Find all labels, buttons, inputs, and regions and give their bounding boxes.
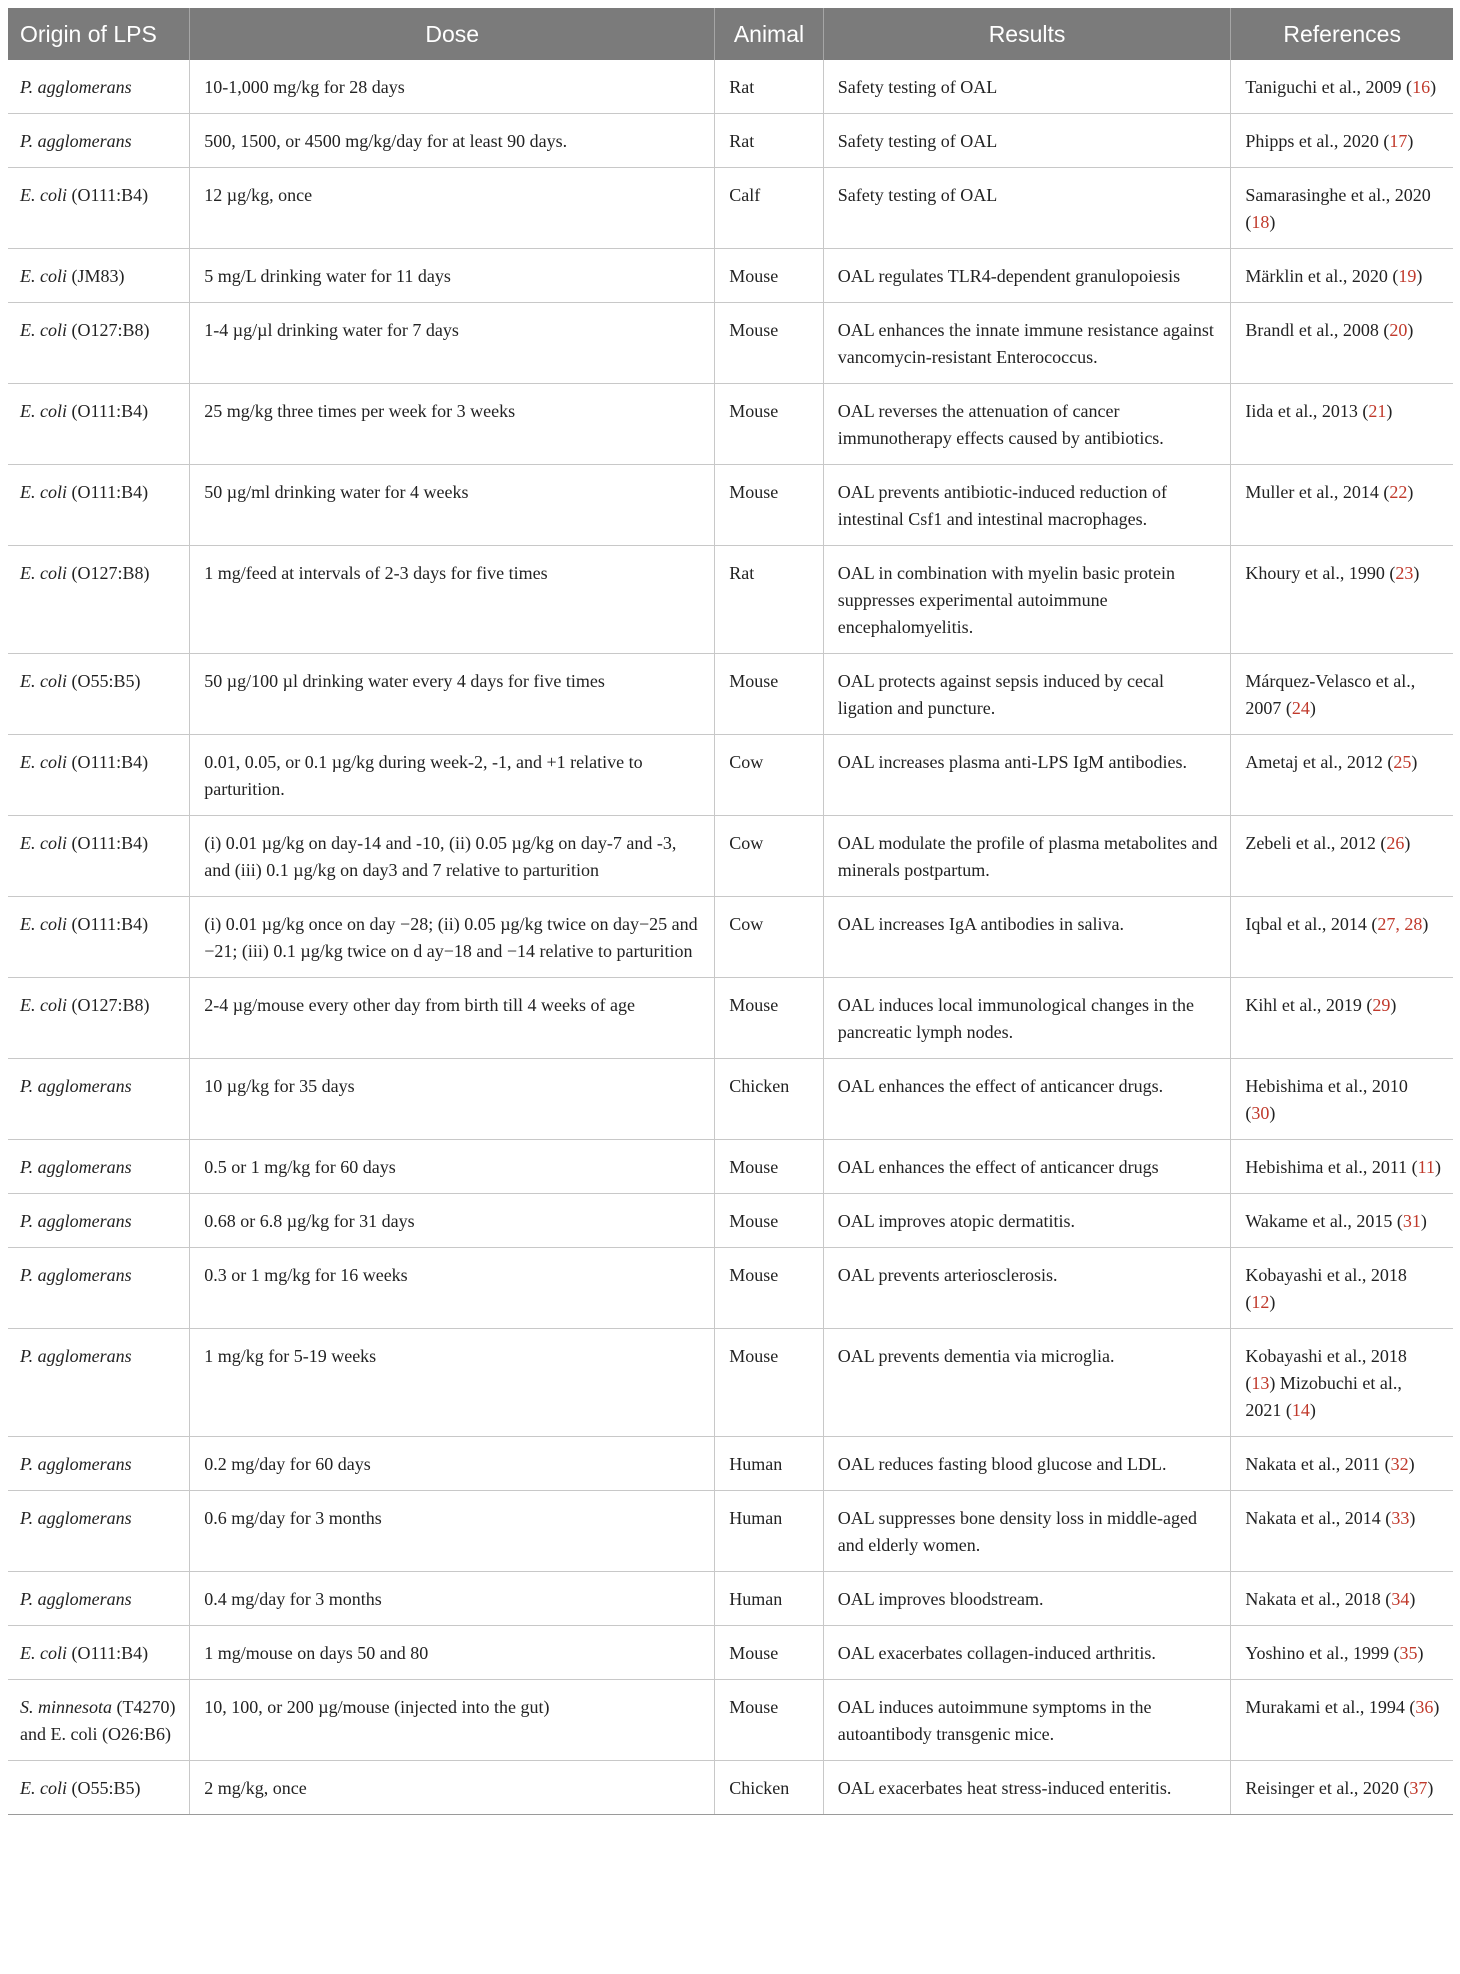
reference-link[interactable]: 14 xyxy=(1291,1400,1310,1420)
cell-origin xyxy=(8,1329,190,1437)
cell-dose: 25 mg/kg three times per week for 3 weeks xyxy=(190,384,715,465)
cell-result: OAL suppresses bone density loss in middle-aged and elderly women. xyxy=(823,1491,1231,1572)
table-row xyxy=(8,60,1453,114)
reference-text: ) xyxy=(1407,320,1414,340)
table-row xyxy=(8,1572,1453,1626)
cell-result: OAL prevents antibiotic-induced reduction of intestinal Csf1 and intestinal macrophages. xyxy=(823,465,1231,546)
reference-link[interactable]: 36 xyxy=(1415,1697,1434,1717)
reference-text: ) xyxy=(1269,1292,1276,1312)
origin-strain: (O127:B8) xyxy=(67,995,150,1015)
origin-species: P. agglomerans xyxy=(20,1589,132,1609)
cell-dose: 10-1,000 mg/kg for 28 days xyxy=(190,60,715,114)
table-row xyxy=(8,897,1453,978)
cell-result: OAL regulates TLR4-dependent granulopoiesis xyxy=(823,249,1231,303)
reference-link[interactable]: 32 xyxy=(1390,1454,1409,1474)
cell-origin xyxy=(8,1248,190,1329)
cell-origin xyxy=(8,978,190,1059)
origin-species: E. coli xyxy=(20,995,67,1015)
cell-dose: 0.4 mg/day for 3 months xyxy=(190,1572,715,1626)
reference-link[interactable]: 25 xyxy=(1393,752,1412,772)
table-row xyxy=(8,1329,1453,1437)
cell-reference xyxy=(1231,735,1453,816)
cell-reference xyxy=(1231,303,1453,384)
cell-result: OAL increases plasma anti-LPS IgM antibodies. xyxy=(823,735,1231,816)
cell-dose: 0.2 mg/day for 60 days xyxy=(190,1437,715,1491)
cell-result: OAL modulate the profile of plasma metabolites and minerals postpartum. xyxy=(823,816,1231,897)
cell-animal: Mouse xyxy=(715,465,824,546)
cell-dose: 2-4 µg/mouse every other day from birth till 4 weeks of age xyxy=(190,978,715,1059)
reference-text: ) xyxy=(1422,914,1429,934)
cell-origin xyxy=(8,1761,190,1815)
cell-dose: 1 mg/mouse on days 50 and 80 xyxy=(190,1626,715,1680)
cell-result: Safety testing of OAL xyxy=(823,60,1231,114)
reference-link[interactable]: 29 xyxy=(1372,995,1391,1015)
cell-dose: (i) 0.01 µg/kg once on day −28; (ii) 0.05 µg/kg twice on day−25 and −21; (iii) 0.1 µg/kg twice on d ay−18 and −14 relative to parturition xyxy=(190,897,715,978)
cell-reference xyxy=(1231,816,1453,897)
table-row xyxy=(8,1761,1453,1815)
cell-dose: 2 mg/kg, once xyxy=(190,1761,715,1815)
header-animal: Animal xyxy=(715,8,824,60)
cell-reference xyxy=(1231,1437,1453,1491)
cell-animal: Mouse xyxy=(715,1140,824,1194)
reference-text: Kihl et al., 2019 ( xyxy=(1245,995,1373,1015)
cell-animal: Mouse xyxy=(715,654,824,735)
cell-reference xyxy=(1231,1491,1453,1572)
cell-dose: 1 mg/feed at intervals of 2-3 days for five times xyxy=(190,546,715,654)
reference-text: ) xyxy=(1309,698,1316,718)
cell-reference xyxy=(1231,546,1453,654)
origin-species: E. coli xyxy=(20,482,67,502)
cell-animal: Calf xyxy=(715,168,824,249)
cell-reference xyxy=(1231,978,1453,1059)
cell-origin xyxy=(8,1059,190,1140)
cell-origin xyxy=(8,60,190,114)
table-row xyxy=(8,654,1453,735)
table-row xyxy=(8,735,1453,816)
cell-origin xyxy=(8,114,190,168)
cell-origin xyxy=(8,1194,190,1248)
cell-reference xyxy=(1231,1626,1453,1680)
cell-animal: Human xyxy=(715,1437,824,1491)
cell-result: Safety testing of OAL xyxy=(823,114,1231,168)
cell-dose: (i) 0.01 µg/kg on day-14 and -10, (ii) 0.05 µg/kg on day-7 and -3, and (iii) 0.1 µg/kg on day3 and 7 relative to parturition xyxy=(190,816,715,897)
reference-text: ) xyxy=(1427,1778,1434,1798)
cell-animal: Mouse xyxy=(715,249,824,303)
origin-strain: (O111:B4) xyxy=(67,752,149,772)
header-results: Results xyxy=(823,8,1231,60)
origin-species: E. coli xyxy=(20,185,67,205)
origin-strain: (O127:B8) xyxy=(67,563,150,583)
reference-text: ) xyxy=(1386,401,1393,421)
reference-link[interactable]: 16 xyxy=(1412,77,1431,97)
table-row xyxy=(8,1626,1453,1680)
reference-text: Hebishima et al., 2010 ( xyxy=(1245,1076,1408,1123)
cell-animal: Mouse xyxy=(715,1329,824,1437)
reference-text: ) xyxy=(1407,131,1414,151)
header-dose: Dose xyxy=(190,8,715,60)
table-row xyxy=(8,978,1453,1059)
cell-reference xyxy=(1231,1140,1453,1194)
table-row xyxy=(8,114,1453,168)
cell-animal: Human xyxy=(715,1572,824,1626)
cell-origin xyxy=(8,897,190,978)
reference-link[interactable]: 13 xyxy=(1251,1373,1270,1393)
cell-reference xyxy=(1231,114,1453,168)
origin-species: E. coli xyxy=(20,671,67,691)
cell-result: OAL in combination with myelin basic protein suppresses experimental autoimmune encephalomyelitis. xyxy=(823,546,1231,654)
reference-text: ) xyxy=(1435,1157,1441,1177)
cell-animal: Cow xyxy=(715,816,824,897)
reference-text: Zebeli et al., 2012 ( xyxy=(1245,833,1387,853)
cell-origin xyxy=(8,654,190,735)
origin-species: E. coli xyxy=(20,752,67,772)
reference-text: Muller et al., 2014 ( xyxy=(1245,482,1390,502)
reference-text: Ametaj et al., 2012 ( xyxy=(1245,752,1394,772)
origin-species: P. agglomerans xyxy=(20,1508,132,1528)
cell-origin xyxy=(8,1626,190,1680)
reference-text: ) xyxy=(1409,1508,1416,1528)
origin-species: P. agglomerans xyxy=(20,1346,132,1366)
cell-result: OAL induces autoimmune symptoms in the autoantibody transgenic mice. xyxy=(823,1680,1231,1761)
cell-dose: 0.3 or 1 mg/kg for 16 weeks xyxy=(190,1248,715,1329)
cell-animal: Mouse xyxy=(715,1248,824,1329)
cell-reference xyxy=(1231,465,1453,546)
cell-dose: 0.5 or 1 mg/kg for 60 days xyxy=(190,1140,715,1194)
cell-animal: Chicken xyxy=(715,1761,824,1815)
reference-link[interactable]: 31 xyxy=(1402,1211,1421,1231)
cell-origin xyxy=(8,249,190,303)
cell-dose: 1-4 µg/µl drinking water for 7 days xyxy=(190,303,715,384)
cell-result: OAL induces local immunological changes in the pancreatic lymph nodes. xyxy=(823,978,1231,1059)
cell-dose: 50 µg/ml drinking water for 4 weeks xyxy=(190,465,715,546)
cell-result: OAL enhances the effect of anticancer drugs xyxy=(823,1140,1231,1194)
cell-result: OAL exacerbates heat stress-induced enteritis. xyxy=(823,1761,1231,1815)
reference-link[interactable]: 18 xyxy=(1251,212,1270,232)
origin-strain: (O111:B4) xyxy=(67,185,149,205)
reference-text: ) xyxy=(1420,1211,1427,1231)
origin-strain: (O55:B5) xyxy=(67,671,141,691)
origin-strain: (O111:B4) xyxy=(67,833,149,853)
header-origin: Origin of LPS xyxy=(8,8,190,60)
cell-origin xyxy=(8,735,190,816)
reference-text: Yoshino et al., 1999 ( xyxy=(1245,1643,1400,1663)
cell-dose: 10, 100, or 200 µg/mouse (injected into the gut) xyxy=(190,1680,715,1761)
origin-species: P. agglomerans xyxy=(20,1157,132,1177)
origin-species: P. agglomerans xyxy=(20,77,132,97)
cell-dose: 0.6 mg/day for 3 months xyxy=(190,1491,715,1572)
reference-text: Nakata et al., 2014 ( xyxy=(1245,1508,1392,1528)
reference-text: ) xyxy=(1390,995,1397,1015)
origin-species: E. coli xyxy=(20,563,67,583)
cell-origin xyxy=(8,1437,190,1491)
table-row xyxy=(8,546,1453,654)
cell-result: OAL exacerbates collagen-induced arthritis. xyxy=(823,1626,1231,1680)
reference-text: ) xyxy=(1417,1643,1424,1663)
reference-link[interactable]: 21 xyxy=(1368,401,1387,421)
cell-animal: Mouse xyxy=(715,978,824,1059)
reference-text: Samarasinghe et al., 2020 ( xyxy=(1245,185,1431,232)
cell-animal: Cow xyxy=(715,735,824,816)
cell-animal: Mouse xyxy=(715,1680,824,1761)
origin-species: P. agglomerans xyxy=(20,131,132,151)
reference-text: Nakata et al., 2011 ( xyxy=(1245,1454,1391,1474)
reference-text: ) xyxy=(1413,563,1420,583)
reference-text: Murakami et al., 1994 ( xyxy=(1245,1697,1416,1717)
cell-result: OAL reverses the attenuation of cancer immunotherapy effects caused by antibiotics. xyxy=(823,384,1231,465)
cell-reference xyxy=(1231,1761,1453,1815)
table-row xyxy=(8,249,1453,303)
cell-origin xyxy=(8,1491,190,1572)
cell-dose: 1 mg/kg for 5-19 weeks xyxy=(190,1329,715,1437)
reference-text: Wakame et al., 2015 ( xyxy=(1245,1211,1403,1231)
reference-text: ) xyxy=(1430,77,1437,97)
reference-link[interactable]: 12 xyxy=(1251,1292,1270,1312)
cell-result: OAL prevents dementia via microglia. xyxy=(823,1329,1231,1437)
reference-text: ) xyxy=(1416,266,1423,286)
reference-link[interactable]: 20 xyxy=(1389,320,1408,340)
table-row xyxy=(8,1491,1453,1572)
reference-link[interactable]: 11 xyxy=(1417,1157,1435,1177)
origin-strain: (JM83) xyxy=(67,266,125,286)
cell-reference xyxy=(1231,654,1453,735)
cell-result: OAL enhances the innate immune resistance against vancomycin-resistant Enterococcus. xyxy=(823,303,1231,384)
reference-link[interactable]: 30 xyxy=(1251,1103,1270,1123)
reference-text: ) xyxy=(1269,212,1276,232)
cell-result: OAL improves atopic dermatitis. xyxy=(823,1194,1231,1248)
reference-text: Khoury et al., 1990 ( xyxy=(1245,563,1396,583)
reference-link[interactable]: 33 xyxy=(1391,1508,1410,1528)
reference-text: ) xyxy=(1433,1697,1440,1717)
reference-text: Iida et al., 2013 ( xyxy=(1245,401,1369,421)
origin-strain: (T4270) and E. coli (O26:B6) xyxy=(20,1697,176,1744)
reference-link[interactable]: 19 xyxy=(1398,266,1417,286)
table-row xyxy=(8,168,1453,249)
cell-result: OAL improves bloodstream. xyxy=(823,1572,1231,1626)
cell-origin xyxy=(8,303,190,384)
reference-link[interactable]: 24 xyxy=(1291,698,1310,718)
cell-animal: Chicken xyxy=(715,1059,824,1140)
origin-species: P. agglomerans xyxy=(20,1211,132,1231)
origin-species: S. minnesota xyxy=(20,1697,112,1717)
reference-link[interactable]: 35 xyxy=(1399,1643,1418,1663)
cell-animal: Mouse xyxy=(715,384,824,465)
cell-reference xyxy=(1231,1572,1453,1626)
table-row xyxy=(8,1680,1453,1761)
table-row xyxy=(8,1059,1453,1140)
cell-result: OAL enhances the effect of anticancer drugs. xyxy=(823,1059,1231,1140)
reference-text: Iqbal et al., 2014 ( xyxy=(1245,914,1378,934)
origin-strain: (O111:B4) xyxy=(67,1643,149,1663)
cell-reference xyxy=(1231,1680,1453,1761)
table-row xyxy=(8,1248,1453,1329)
reference-text: Márquez-Velasco et al., 2007 ( xyxy=(1245,671,1416,718)
cell-reference xyxy=(1231,168,1453,249)
cell-result: OAL reduces fasting blood glucose and LDL. xyxy=(823,1437,1231,1491)
cell-animal: Human xyxy=(715,1491,824,1572)
reference-text: ) xyxy=(1411,752,1418,772)
reference-text: ) Mizobuchi et al., 2021 ( xyxy=(1245,1373,1402,1420)
reference-link[interactable]: 37 xyxy=(1409,1778,1428,1798)
cell-result: OAL prevents arteriosclerosis. xyxy=(823,1248,1231,1329)
cell-dose: 50 µg/100 µl drinking water every 4 days for five times xyxy=(190,654,715,735)
origin-strain: (O55:B5) xyxy=(67,1778,141,1798)
table-row xyxy=(8,384,1453,465)
origin-species: P. agglomerans xyxy=(20,1265,132,1285)
cell-reference xyxy=(1231,1248,1453,1329)
header-references: References xyxy=(1231,8,1453,60)
cell-animal: Mouse xyxy=(715,303,824,384)
cell-reference xyxy=(1231,384,1453,465)
reference-text: Märklin et al., 2020 ( xyxy=(1245,266,1399,286)
cell-reference xyxy=(1231,249,1453,303)
cell-dose: 0.68 or 6.8 µg/kg for 31 days xyxy=(190,1194,715,1248)
reference-text: ) xyxy=(1407,482,1414,502)
cell-animal: Cow xyxy=(715,897,824,978)
table-row xyxy=(8,1194,1453,1248)
cell-reference xyxy=(1231,60,1453,114)
origin-strain: (O127:B8) xyxy=(67,320,150,340)
cell-origin xyxy=(8,816,190,897)
reference-link[interactable]: 34 xyxy=(1391,1589,1410,1609)
cell-animal: Rat xyxy=(715,546,824,654)
reference-text: ) xyxy=(1309,1400,1316,1420)
cell-dose: 5 mg/L drinking water for 11 days xyxy=(190,249,715,303)
origin-species: E. coli xyxy=(20,1643,67,1663)
cell-origin xyxy=(8,1572,190,1626)
cell-result: Safety testing of OAL xyxy=(823,168,1231,249)
cell-origin xyxy=(8,546,190,654)
origin-species: E. coli xyxy=(20,914,67,934)
origin-species: P. agglomerans xyxy=(20,1076,132,1096)
origin-strain: (O111:B4) xyxy=(67,482,149,502)
reference-text: ) xyxy=(1404,833,1411,853)
cell-result: OAL protects against sepsis induced by cecal ligation and puncture. xyxy=(823,654,1231,735)
reference-text: ) xyxy=(1269,1103,1276,1123)
cell-origin xyxy=(8,1140,190,1194)
cell-reference xyxy=(1231,1194,1453,1248)
table-row xyxy=(8,303,1453,384)
reference-link[interactable]: 26 xyxy=(1386,833,1405,853)
reference-text: Phipps et al., 2020 ( xyxy=(1245,131,1390,151)
origin-species: E. coli xyxy=(20,320,67,340)
table-row xyxy=(8,816,1453,897)
cell-animal: Mouse xyxy=(715,1626,824,1680)
cell-reference xyxy=(1231,1329,1453,1437)
cell-dose: 12 µg/kg, once xyxy=(190,168,715,249)
lps-studies-table xyxy=(8,8,1453,1815)
origin-species: E. coli xyxy=(20,833,67,853)
header-row xyxy=(8,8,1453,60)
reference-link[interactable]: 27, 28 xyxy=(1377,914,1423,934)
cell-reference xyxy=(1231,1059,1453,1140)
cell-animal: Rat xyxy=(715,114,824,168)
reference-text: Kobayashi et al., 2018 ( xyxy=(1245,1265,1407,1312)
reference-text: ) xyxy=(1409,1589,1416,1609)
cell-origin xyxy=(8,1680,190,1761)
origin-strain: (O111:B4) xyxy=(67,914,149,934)
cell-animal: Rat xyxy=(715,60,824,114)
reference-link[interactable]: 23 xyxy=(1395,563,1414,583)
reference-link[interactable]: 17 xyxy=(1389,131,1408,151)
reference-text: Nakata et al., 2018 ( xyxy=(1245,1589,1392,1609)
reference-text: ) xyxy=(1408,1454,1415,1474)
reference-text: Hebishima et al., 2011 ( xyxy=(1245,1157,1418,1177)
table-row xyxy=(8,465,1453,546)
cell-reference xyxy=(1231,897,1453,978)
origin-species: E. coli xyxy=(20,1778,67,1798)
cell-origin xyxy=(8,465,190,546)
origin-species: E. coli xyxy=(20,401,67,421)
cell-dose: 500, 1500, or 4500 mg/kg/day for at least 90 days. xyxy=(190,114,715,168)
cell-animal: Mouse xyxy=(715,1194,824,1248)
reference-text: Kobayashi et al., 2018 ( xyxy=(1245,1346,1407,1393)
cell-origin xyxy=(8,168,190,249)
cell-dose: 0.01, 0.05, or 0.1 µg/kg during week-2, -1, and +1 relative to parturition. xyxy=(190,735,715,816)
cell-dose: 10 µg/kg for 35 days xyxy=(190,1059,715,1140)
origin-species: P. agglomerans xyxy=(20,1454,132,1474)
reference-text: Taniguchi et al., 2009 ( xyxy=(1245,77,1413,97)
origin-species: E. coli xyxy=(20,266,67,286)
table-row xyxy=(8,1437,1453,1491)
origin-strain: (O111:B4) xyxy=(67,401,149,421)
cell-result: OAL increases IgA antibodies in saliva. xyxy=(823,897,1231,978)
reference-text: Reisinger et al., 2020 ( xyxy=(1245,1778,1410,1798)
reference-link[interactable]: 22 xyxy=(1389,482,1408,502)
reference-text: Brandl et al., 2008 ( xyxy=(1245,320,1390,340)
table-row xyxy=(8,1140,1453,1194)
table-body xyxy=(8,60,1453,1815)
cell-origin xyxy=(8,384,190,465)
